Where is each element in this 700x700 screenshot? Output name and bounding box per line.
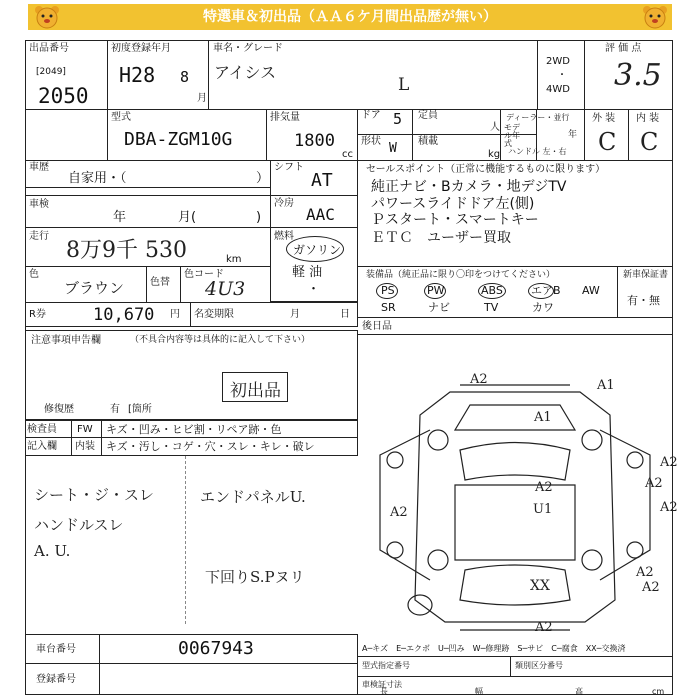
fuel-2: 軽 油 [292, 265, 323, 280]
lot-label: 出品番号 [29, 43, 69, 54]
car-damage-diagram [360, 360, 672, 638]
notes-hint: （不具合内容等は具体的に記入して下さい） [130, 335, 311, 345]
model: DBA-ZGM10G [124, 129, 233, 150]
ext-label: 外 装 [592, 113, 616, 124]
damage-legend: A─キズ E─エクボ U─凹み W─修理跡 S─サビ C─腐食 XX─交換済 [362, 644, 626, 653]
reg-month-unit: 月 [197, 93, 207, 104]
cap-label: 定員 [418, 110, 438, 121]
swap-label: 色替 [150, 277, 170, 288]
fw-items: キズ・凹み・ヒビ割・リペア跡・色 [106, 423, 282, 436]
chassis: 0067943 [178, 638, 254, 659]
equip-sr: SR [381, 301, 396, 314]
model-label: 型式 [111, 112, 131, 123]
color: ブラウン [64, 279, 125, 297]
code-label: 色コード [184, 269, 224, 280]
inspect-close: ) [256, 210, 262, 225]
cert-size-label: 車検証寸法 [362, 680, 402, 689]
ext-grade: C [598, 128, 617, 156]
diagram-mark-9: A2 [636, 565, 654, 580]
equip-tv: TV [484, 301, 499, 314]
color-code: 4U3 [205, 278, 246, 300]
handle-label: ハンドル 左・右 [508, 147, 567, 156]
banner [28, 4, 672, 30]
diagram-mark-12: XX [530, 578, 550, 594]
note-5: 下回りS.Pヌリ [205, 568, 305, 586]
diagram-mark-7: A2 [660, 500, 678, 515]
equip-ps: PS [381, 284, 395, 297]
notes-label: 注意事項申告欄 [31, 335, 101, 346]
reg-month: 8 [180, 68, 190, 86]
inspector-label-2: 記入欄 [27, 441, 57, 452]
dealer-label: ディーラー・並行 [506, 113, 570, 122]
equip-header: 装備品（純正品に限り〇印をつけてください） [366, 270, 556, 280]
mileage-label: 走行 [29, 231, 49, 242]
recycle: 10,670 [93, 305, 155, 325]
doors: 5 [393, 110, 403, 128]
recycle-label: R券 [29, 309, 46, 320]
warranty-label: 新車保証書 [623, 270, 669, 280]
ac-label: 冷房 [274, 198, 294, 209]
cert-unit: cm [652, 687, 665, 696]
model-year-label: モデル年式 [504, 123, 520, 148]
diagram-mark-13: A2 [535, 620, 553, 635]
fuel-1: ガソリン [293, 243, 342, 257]
stamp-text: 初出品 [230, 381, 281, 401]
diagram-mark-10: U1 [533, 502, 553, 517]
inspector-label-1: 検査員 [27, 424, 57, 435]
door-label: ドア [361, 110, 381, 121]
sub-day: 日 [340, 309, 350, 320]
drive-2wd: 2WD [546, 56, 570, 67]
cc-label: 排気量 [270, 112, 300, 123]
reg-year: H28 [119, 63, 156, 87]
inspect-year: 年 [113, 210, 127, 225]
equip-aw: AW [582, 284, 600, 297]
diagram-mark-6: A2 [390, 505, 408, 520]
recycle-unit: 円 [170, 309, 180, 320]
sub-month: 月 [290, 309, 300, 320]
car-name: アイシス [214, 63, 277, 82]
interior-head: 内装 [75, 441, 95, 452]
banner-title: 特選車＆初出品（ＡＡ６ケ月間出品歴が無い） [203, 9, 497, 25]
recycle-cell [25, 302, 358, 327]
diagram-mark-5: A2 [645, 476, 663, 491]
drive-4wd: 4WD [546, 84, 570, 95]
note-4: エンドパネルU. [200, 488, 306, 506]
interior-items: キズ・汚し・コゲ・穴・スレ・キレ・破レ [106, 440, 315, 453]
sales-point-1: 純正ナビ・Bカメラ・地デジTV [371, 179, 567, 195]
cert-type-label: 型式指定番号 [362, 661, 410, 670]
cc-unit: cc [342, 149, 353, 160]
fuel-label: 燃料 [274, 231, 294, 242]
cert-width: 幅 [475, 687, 483, 696]
int-grade: C [640, 128, 659, 156]
int-label: 内 装 [636, 113, 660, 124]
equip-abs: ABS [481, 284, 503, 297]
model-year-unit: 年 [568, 130, 578, 140]
bear-mascot-left-icon [32, 4, 62, 30]
inspect-month: 月( [178, 210, 197, 225]
note-1: シート・ジ・スレ [34, 486, 155, 504]
sales-point-4: ＥＴＣ ユーザー買取 [371, 230, 511, 246]
shift: AT [311, 170, 333, 191]
note-2: ハンドルスレ [34, 516, 124, 534]
repair-place: [箇所 [128, 404, 152, 415]
shape-label: 形状 [361, 136, 381, 147]
ac: AAC [306, 205, 335, 224]
drive-dot: ・ [557, 70, 567, 81]
name-label: 車名・グレード [213, 43, 283, 54]
lot-sub: [2049] [36, 67, 66, 77]
diagram-mark-11: A2 [642, 580, 660, 595]
history: 自家用・（ [68, 171, 127, 186]
sub-label: 名変期限 [194, 309, 234, 320]
note-3: A. U. [34, 542, 71, 560]
cc: 1800 [294, 131, 335, 151]
warranty: 有・無 [627, 294, 660, 307]
diagram-mark-4: A2 [660, 455, 678, 470]
diagram-mark-8: A2 [535, 480, 553, 495]
load-label: 積載 [418, 136, 438, 147]
sales-point-3: Ｐスタート・スマートキー [371, 212, 539, 228]
score-label: 評 価 点 [605, 43, 642, 54]
load-unit: kg [488, 149, 501, 160]
sales-header: セールスポイント（正常に機能するものに限ります） [366, 164, 606, 175]
color-label: 色 [29, 269, 39, 280]
cert-height: 高 [575, 687, 583, 696]
score: 3.5 [614, 58, 662, 93]
cap-unit: 人 [490, 122, 500, 133]
equip-pw: PW [427, 284, 445, 297]
history-label: 車歴 [29, 162, 49, 173]
repair-value: 有 [110, 404, 120, 415]
sales-point-2: パワースライドドア左(側) [371, 196, 535, 212]
mileage: 8万9千 530 [66, 238, 187, 263]
shift-label: シフト [274, 162, 304, 173]
fuel-3: ・ [307, 282, 321, 297]
post-sale-label: 後日品 [362, 321, 392, 332]
inspect-label: 車検 [29, 199, 49, 210]
bear-mascot-right-icon [640, 4, 670, 30]
shape: W [389, 141, 397, 156]
reg-number-label: 登録番号 [36, 674, 76, 685]
history-cell [25, 160, 271, 188]
fw-head: FW [77, 424, 93, 435]
equip-navi: ナビ [428, 301, 450, 314]
cert-class-label: 類別区分番号 [515, 661, 563, 670]
diagram-mark-1: A2 [470, 372, 488, 387]
mileage-unit: km [226, 254, 242, 265]
diagram-mark-3: A1 [534, 410, 552, 425]
history-close: ） [256, 171, 270, 186]
equip-airbag: エアB [531, 284, 561, 297]
equip-leather: カワ [532, 301, 554, 314]
repair-label: 修復歴 [44, 404, 74, 415]
diagram-mark-2: A1 [597, 378, 615, 393]
reg-label: 初度登録年月 [111, 43, 171, 54]
grade: L [398, 75, 410, 95]
inspect-cell [25, 195, 271, 228]
cert-length: 長 [380, 687, 388, 696]
chassis-label: 車台番号 [36, 644, 76, 655]
reg-value-cell [99, 663, 358, 695]
lot-number: 2050 [38, 84, 89, 108]
